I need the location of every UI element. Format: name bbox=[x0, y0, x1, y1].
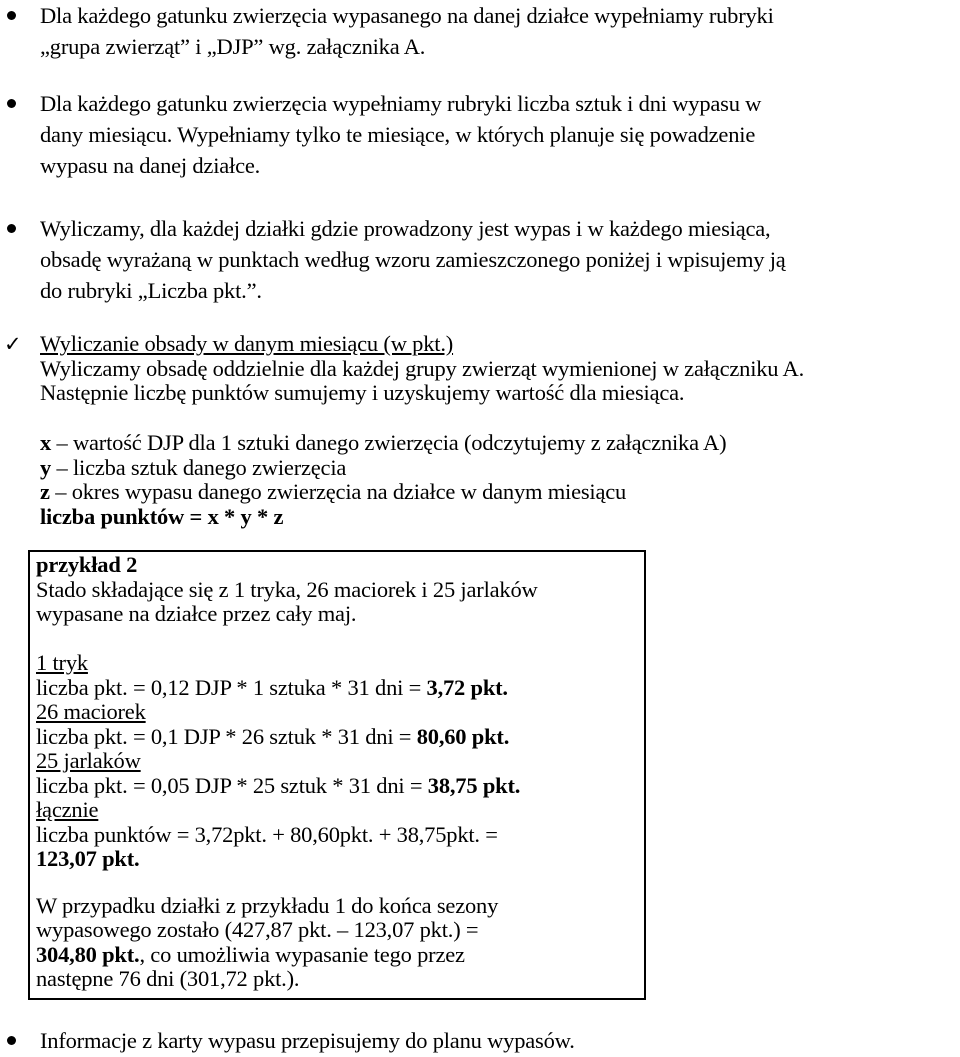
variable-z-description: – okres wypasu danego zwierzęcia na działce w danym miesiącu bbox=[49, 479, 627, 504]
note-rest: , co umożliwia wypasanie tego przez bbox=[139, 941, 465, 967]
bullet-3-line-2: obsadę wyrażaną w punktach według wzoru zamieszczonego poniżej i wpisujemy ją bbox=[40, 247, 786, 272]
example-intro-line-2: wypasane na działce przez cały maj. bbox=[36, 601, 357, 626]
bullet-item-2 bbox=[40, 88, 950, 181]
example-item-calc bbox=[36, 676, 656, 701]
example-item-calc bbox=[36, 774, 656, 799]
calc-result: 38,75 pkt. bbox=[427, 772, 521, 798]
example-total-result: 123,07 pkt. bbox=[36, 846, 140, 871]
bullet-item-1 bbox=[40, 0, 950, 62]
final-bullet-text: Informacje z karty wypasu przepisujemy do planu wypasów. bbox=[40, 1028, 575, 1053]
bullet-2-line-2: dany miesiącu. Wypełniamy tylko te miesiące, w których planuje się powadzenie bbox=[40, 122, 756, 147]
bullet-2-line-1: Dla każdego gatunku zwierzęcia wypełniamy rubryki liczba sztuk i dni wypasu w bbox=[40, 91, 762, 116]
check-section-line-1: Wyliczamy obsadę oddzielnie dla każdej grupy zwierząt wymienionej w załączniku A. bbox=[40, 355, 805, 381]
example-note-line-2: wypasowego zostało (427,87 pkt. – 123,07 pkt.) = bbox=[36, 917, 479, 942]
example-item-label: 1 tryk bbox=[36, 650, 88, 675]
variable-z: z bbox=[40, 479, 50, 504]
formula-y-line bbox=[40, 456, 940, 481]
example-note-line-3 bbox=[36, 943, 656, 968]
formula-equation: liczba punktów = x * y * z bbox=[40, 503, 284, 529]
note-result: 304,80 pkt. bbox=[36, 941, 140, 967]
variable-y-description: – liczba sztuk danego zwierzęcia bbox=[51, 454, 347, 480]
example-title: przykład 2 bbox=[36, 552, 138, 577]
bullet-item-3 bbox=[40, 213, 950, 306]
calc-text: liczba pkt. = 0,05 DJP * 25 sztuk * 31 dni = bbox=[36, 772, 428, 798]
checkmark-icon: ✓ bbox=[4, 332, 22, 356]
bullet-dot-icon bbox=[7, 1036, 16, 1045]
variable-x: x bbox=[40, 430, 52, 455]
example-content bbox=[36, 553, 656, 992]
example-item-label: 26 maciorek bbox=[36, 699, 146, 724]
variable-y: y bbox=[40, 454, 52, 480]
formula-z-line bbox=[40, 480, 940, 505]
example-total-label: łącznie bbox=[36, 797, 99, 822]
bullet-dot-icon bbox=[7, 11, 16, 20]
bullet-item-final bbox=[40, 1025, 950, 1056]
check-section bbox=[4, 331, 940, 406]
example-total-calc: liczba punktów = 3,72pkt. + 80,60pkt. + 38,75pkt. = bbox=[36, 821, 498, 847]
example-note-line-1: W przypadku działki z przykładu 1 do końca sezony bbox=[36, 892, 499, 918]
example-intro-line-1: Stado składające się z 1 tryka, 26 maciorek i 25 jarlaków bbox=[36, 576, 538, 602]
bullet-3-line-3: do rubryki „Liczba pkt.”. bbox=[40, 278, 262, 303]
check-section-line-2: Następnie liczbę punktów sumujemy i uzyskujemy wartość dla miesiąca. bbox=[40, 380, 685, 405]
calc-text: liczba pkt. = 0,1 DJP * 26 sztuk * 31 dni = bbox=[36, 723, 417, 749]
calc-result: 3,72 pkt. bbox=[426, 674, 508, 700]
example-item-label: 25 jarlaków bbox=[36, 748, 141, 773]
formula-definitions bbox=[40, 431, 940, 529]
variable-x-description: – wartość DJP dla 1 sztuki danego zwierzęcia (odczytujemy z załącznika A) bbox=[51, 430, 727, 455]
bullet-dot-icon bbox=[7, 99, 16, 108]
bullet-dot-icon bbox=[7, 224, 16, 233]
bullet-2-line-3: wypasu na danej działce. bbox=[40, 153, 261, 178]
bullet-1-line-1: Dla każdego gatunku zwierzęcia wypasanego na danej działce wypełniamy rubryki bbox=[40, 3, 774, 28]
bullet-3-line-1: Wyliczamy, dla każdej działki gdzie prowadzony jest wypas i w każdego miesiąca, bbox=[40, 216, 771, 241]
example-item-calc bbox=[36, 725, 656, 750]
calc-result: 80,60 pkt. bbox=[416, 723, 510, 749]
example-note-line-4: następne 76 dni (301,72 pkt.). bbox=[36, 966, 300, 991]
formula-x-line bbox=[40, 431, 940, 456]
check-section-heading: Wyliczanie obsady w danym miesiącu (w pkt.) bbox=[40, 331, 454, 356]
bullet-1-line-2: „grupa zwierząt” i „DJP” wg. załącznika A. bbox=[40, 34, 426, 59]
calc-text: liczba pkt. = 0,12 DJP * 1 sztuka * 31 dni = bbox=[36, 674, 427, 700]
